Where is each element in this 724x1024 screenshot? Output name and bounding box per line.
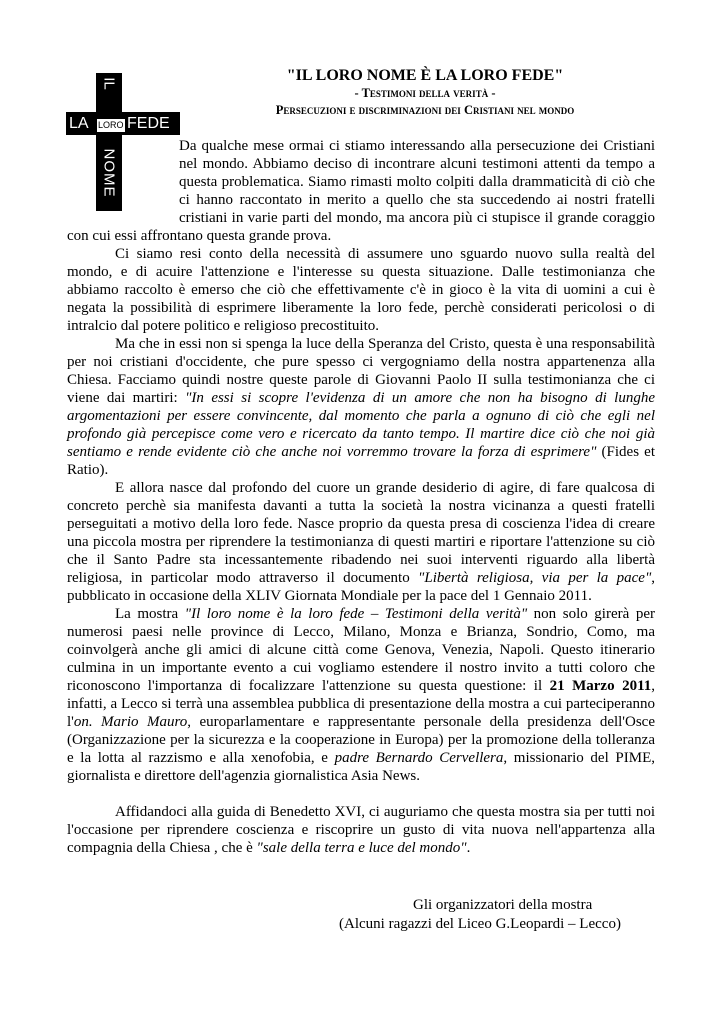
- logo-text-nome: NOME: [100, 148, 118, 198]
- document-subheading: Persecuzioni e discriminazioni dei Cristiani nel mondo: [275, 103, 575, 117]
- paragraph-5-text-b: non solo girerà per numerosi paesi nelle province di Lecco, Milano, Monza e Brianza, Sondrio, Como, ma coinvolgerà anche gli amici di alcune città come Genova, Venezia, Napoli. Questo itinerario culmina in un importante evento a cui vogliamo estendere il nostro invito a tutti coloro che riconoscono l'importanza di focalizzare l'attenzione su questa questione: il: [67, 606, 655, 694]
- exhibition-title: "Il loro nome è la loro fede – Testimoni della verità": [184, 606, 528, 622]
- paragraph-3-source: (Fides et Ratio).: [67, 444, 655, 478]
- document-subtitle: - Testimoni della verità -: [354, 86, 496, 100]
- speaker-mauro: on. Mario Mauro: [73, 714, 188, 730]
- paragraph-6-text: Affidandoci alla guida di Benedetto XVI, ci auguriamo che questa mostra sia per tutti noi l'occasione per riprendere coscienza e riscoprire un gusto di vita nuova nell'appartenza alla compagnia della Chiesa , che è: [67, 804, 655, 856]
- event-date: 21 Marzo 2011: [549, 678, 652, 694]
- paragraph-5-text-c: , infatti, a Lecco si terrà una assemblea pubblica di presentazione della mostra a cui parteciperanno l': [67, 678, 655, 730]
- logo-text-loro: LORO: [98, 120, 124, 130]
- martyrs-quote: "In essi si scopre l'evidenza di un amore che non ha bisogno di lunghe argomentazioni per essere convincente, dal momento che parla a ognuno di ciò che egli nel profondo già percepisce come vero e ricercato da tanto tempo. Il martire dice ciò che noi già sentiamo e rende evidente ciò che anche noi vorremmo trovare la forza di esprimere": [67, 390, 656, 460]
- document-body: [67, 137, 655, 857]
- signature-line-1: Gli organizzatori della mostra: [413, 897, 593, 913]
- paragraph-4-end: , pubblicato in occasione della XLIV Giornata Mondiale per la pace del 1 Gennaio 2011.: [67, 570, 655, 604]
- logo-text-fede: FEDE: [127, 115, 170, 132]
- logo-text-la: LA: [69, 115, 89, 132]
- logo-text-il: IL: [100, 77, 118, 90]
- paragraph-2: Ci siamo resi conto della necessità di assumere uno sguardo nuovo sulla realtà del mondo, e di acuire l'attenzione e l'interesse su questa situazione. Dalle testimonianza che abbiamo raccolto è emerso che ciò che effettivamente c'è in gioco è la vita di uomini a cui è negata la possibilità di esprimere liberamente la loro fede, perchè considerati pericolosi o di intralcio dal potere politico e religioso precostituito.: [67, 246, 655, 334]
- paragraph-4: [67, 479, 655, 605]
- paragraph-5-text-e: , missionario del PIME, giornalista e direttore dell'agenzia giornalistica Asia News.: [67, 750, 655, 784]
- paragraph-6: [67, 803, 655, 857]
- paragraph-gap: [67, 785, 655, 803]
- paragraph-5-text-d: , europarlamentare e rappresentante personale della presidenza dell'Osce (Organizzazione per la sicurezza e la cooperazione in Europa) per la promozione della tolleranza e la lotta al razzismo e alla xenofobia, e: [67, 714, 655, 766]
- document-title-quote: "Libertà religiosa, via per la pace": [418, 570, 652, 586]
- paragraph-3-text: Ma che in essi non si spenga la luce della Speranza del Cristo, questa è una responsabilità per noi cristiani d'occidente, che pure spesso ci vergogniamo della nostra appartenenza alla Chiesa. Facciamo quindi nostre queste parole di Giovanni Paolo II sulla testimonianza che ci viene dai martiri:: [67, 336, 655, 406]
- signature-line-2: (Alcuni ragazzi del Liceo G.Leopardi – Lecco): [339, 916, 621, 932]
- paragraph-5-text: La mostra: [115, 606, 185, 622]
- paragraph-5: [67, 605, 655, 785]
- paragraph-4-text: E allora nasce dal profondo del cuore un grande desiderio di agire, di fare qualcosa di concreto perchè sia manifesta davanti a tutta la società la nostra vicinanza a questi fratelli perseguitati a motivo della loro fede. Nasce proprio da questa presa di coscienza l'idea di creare una piccola mostra per riprendere la testimonianza di questi martiri e riportare l'attenzione su ciò che il Santo Padre sta incessantemente ribadendo nei suoi interventi riguardo alla libertà religiosa, in particolar modo attraverso il documento: [67, 480, 655, 586]
- closing-quote: "sale della terra e luce del mondo": [256, 840, 467, 856]
- paragraph-3: [67, 335, 655, 479]
- paragraph-6-end: .: [466, 840, 471, 856]
- speaker-cervellera: padre Bernardo Cervellera: [334, 750, 504, 766]
- document-title: "IL LORO NOME È LA LORO FEDE": [286, 67, 564, 84]
- paragraph-1: Da qualche mese ormai ci stiamo interessando alla persecuzione dei Cristiani nel mondo. Abbiamo deciso di incontrare alcuni testimoni attenti da tempo a questa problematica. Siamo rimasti molto colpiti dalla drammaticità di ciò che ci hanno raccontato in merito a quello che sta succedendo ai nostri fratelli cristiani in varie parti del mondo, ma ancora più ci stupisce il grande coraggio con cui essi affrontano questa grande prova.: [67, 138, 655, 244]
- logo-wrap-spacer: [67, 137, 179, 227]
